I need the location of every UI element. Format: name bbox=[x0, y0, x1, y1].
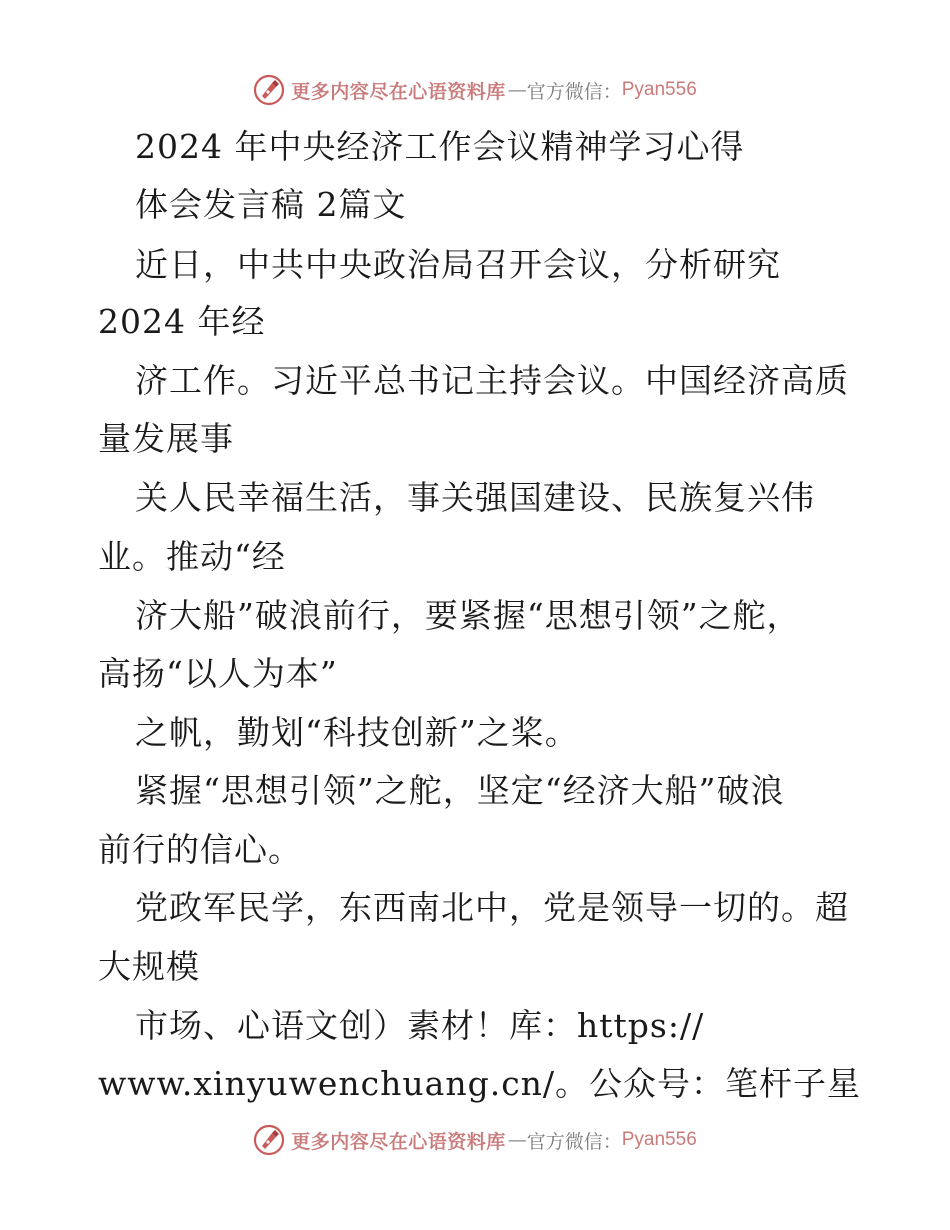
body-line: 之帆，勤划“科技创新”之桨。 bbox=[135, 713, 579, 752]
body-line: 2024 年经 bbox=[98, 302, 266, 341]
bottom-banner bbox=[0, 1120, 950, 1160]
banner-separator: — bbox=[507, 79, 525, 101]
banner-wechat-id: Pyan556 bbox=[621, 79, 697, 100]
top-banner bbox=[0, 70, 950, 110]
body-line: 量发展事 bbox=[98, 419, 234, 458]
banner-text: 更多内容尽在心语资料库 bbox=[291, 80, 506, 103]
body-line: 业。推动“经 bbox=[98, 537, 286, 576]
banner-text: 更多内容尽在心语资料库 bbox=[291, 1130, 506, 1153]
title-line-2: 体会发言稿 2篇文 bbox=[135, 185, 407, 224]
body-line: 关人民幸福生活，事关强国建设、民族复兴伟 bbox=[135, 478, 815, 517]
body-line: 市场、心语文创）素材！库：https:// bbox=[135, 1006, 705, 1045]
body-line: www.xinyuwenchuang.cn/。公众号：笔杆子星 bbox=[98, 1064, 862, 1103]
body-line: 前行的信心。 bbox=[98, 830, 302, 869]
pen-nib-logo-icon bbox=[253, 74, 285, 106]
banner-wechat-id: Pyan556 bbox=[621, 1129, 697, 1150]
body-line: 济大船”破浪前行，要紧握“思想引领”之舵， bbox=[135, 596, 801, 635]
body-line: 高扬“以人为本” bbox=[98, 654, 338, 693]
banner-separator: — bbox=[507, 1129, 525, 1151]
banner-official-label: 官方微信： bbox=[526, 1130, 622, 1153]
body-line: 近日，中共中央政治局召开会议，分析研究 bbox=[135, 245, 781, 284]
body-line: 济工作。习近平总书记主持会议。中国经济高质 bbox=[135, 361, 849, 400]
body-line: 大规模 bbox=[98, 947, 200, 986]
body-line: 紧握“思想引领”之舵，坚定“经济大船”破浪 bbox=[135, 771, 785, 810]
pen-nib-logo-icon bbox=[253, 1124, 285, 1156]
title-line-1: 2024 年中央经济工作会议精神学习心得 bbox=[135, 127, 745, 166]
banner-official-label: 官方微信： bbox=[526, 80, 622, 103]
body-line: 党政军民学，东西南北中，党是领导一切的。超 bbox=[135, 888, 849, 927]
